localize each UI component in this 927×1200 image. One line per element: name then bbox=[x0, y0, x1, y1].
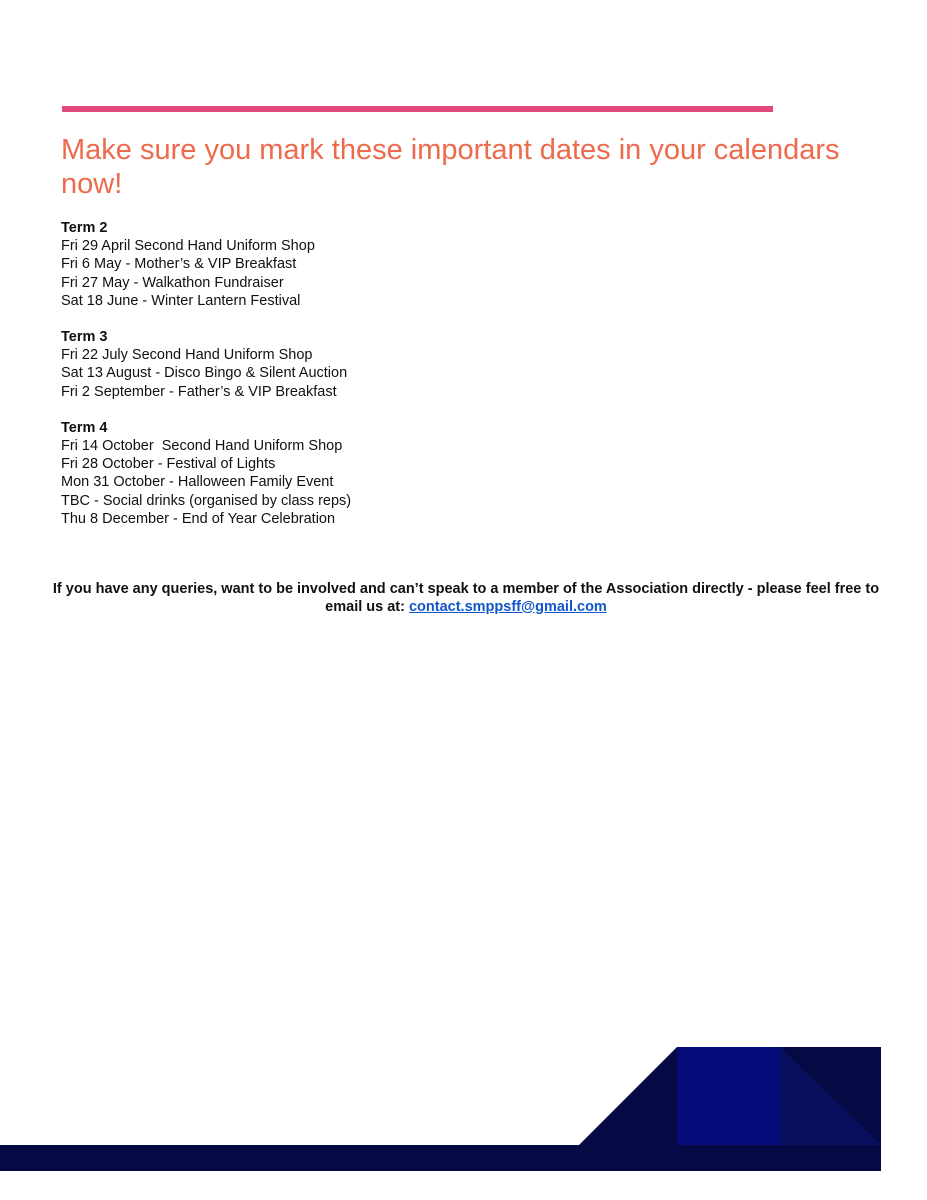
event-item: Thu 8 December - End of Year Celebration bbox=[61, 510, 336, 527]
event-item: Fri 29 April Second Hand Uniform Shop bbox=[61, 238, 315, 255]
page-headline: Make sure you mark these important dates in your calendars now! bbox=[61, 134, 840, 200]
event-item: Sat 18 June - Winter Lantern Festival bbox=[61, 292, 301, 309]
event-item: Fri 28 October - Festival of Lights bbox=[61, 456, 276, 473]
footer-blue-panel bbox=[677, 1047, 780, 1145]
term-dates-list bbox=[61, 219, 761, 546]
event-item: Fri 22 July Second Hand Uniform Shop bbox=[61, 347, 313, 364]
event-item: TBC - Social drinks (organised by class reps) bbox=[61, 492, 352, 509]
event-item: Fri 27 May - Walkathon Fundraiser bbox=[61, 274, 284, 291]
footer-left-triangle bbox=[579, 1047, 677, 1145]
contact-note bbox=[40, 580, 892, 616]
event-item: Sat 13 August - Disco Bingo & Silent Auction bbox=[61, 365, 348, 382]
event-item: Fri 6 May - Mother’s & VIP Breakfast bbox=[61, 256, 297, 273]
term-title: Term 4 bbox=[61, 419, 108, 436]
accent-divider bbox=[62, 106, 773, 112]
contact-text: If you have any queries, want to be involved and can’t speak to a member of the Association directly - please feel free to email us at: bbox=[52, 580, 880, 615]
contact-email-link[interactable]: contact.smppsff@gmail.com bbox=[408, 598, 607, 615]
term-2-block bbox=[61, 219, 761, 310]
event-item: Fri 2 September - Father’s & VIP Breakfast bbox=[61, 383, 337, 400]
footer-bar bbox=[0, 1145, 881, 1171]
term-3-block bbox=[61, 328, 761, 401]
term-4-block bbox=[61, 419, 761, 528]
footer-graphic bbox=[0, 1046, 927, 1200]
event-item: Fri 14 October Second Hand Uniform Shop bbox=[61, 438, 343, 455]
term-title: Term 3 bbox=[61, 329, 108, 346]
term-title: Term 2 bbox=[61, 220, 108, 236]
event-item: Mon 31 October - Halloween Family Event bbox=[61, 474, 334, 491]
